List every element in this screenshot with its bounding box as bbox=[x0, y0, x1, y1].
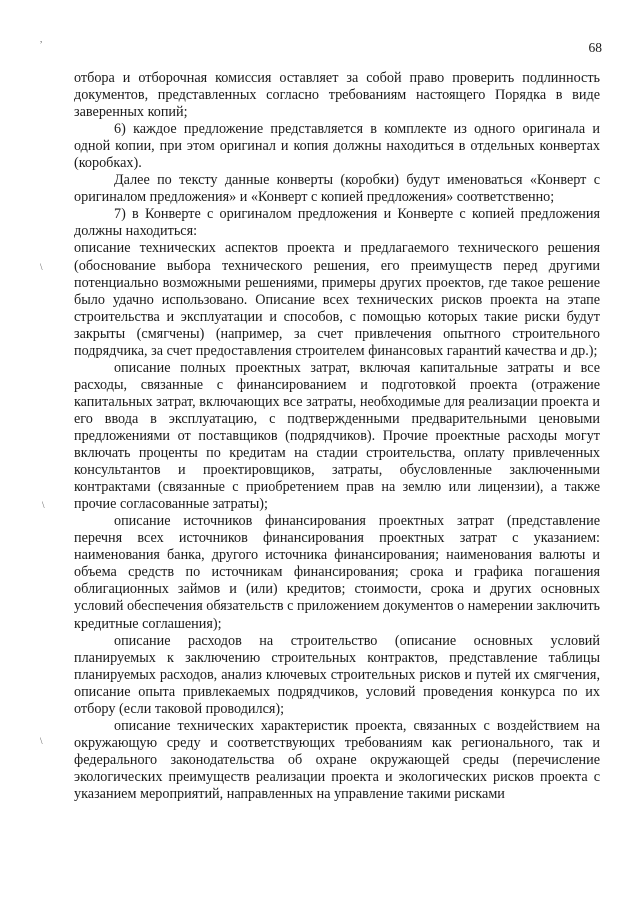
scan-speck: , bbox=[40, 34, 43, 44]
paragraph: описание полных проектных затрат, включая капитальные затраты и все расходы, связанные с финансированием и подготовкой проекта (отражение капитальных затрат, включающих все затраты, необходимые для реализации проекта и его ввода в эксплуатацию, с подтвержденными предварительными ценовыми предложениями от поставщиков (подрядчиков). Прочие проектные расходы могут включать проценты по кредитам на стадии строительства, оплату привлеченных консультантов и проектировщиков, затраты, обусловленные заключенными контрактами (связанные с приобретением прав на землю или лицензии), а также прочие согласованные затраты); bbox=[74, 359, 600, 513]
paragraph: отбора и отборочная комиссия оставляет за собой право проверить подлинность документов, представленных согласно требованиям настоящего Порядка в виде заверенных копий; bbox=[74, 70, 600, 121]
paragraph: описание технических аспектов проекта и предлагаемого технического решения (обоснование выбора технического решения, его преимуществ перед другими потенциально возможными решениями, примеры других проектов, где такое решение было удачно использовано. Описание всех технических рисков проекта на этапе строительства и эксплуатации и способов, с помощью которых такие риски будут закрыты (смягчены) (например, за счет привлечения опытного строительного подрядчика, за счет предоставления строителем финансовых гарантий качества и др.); bbox=[74, 240, 600, 359]
scan-speck: \ bbox=[42, 500, 45, 510]
page-number: 68 bbox=[588, 40, 602, 55]
document-body bbox=[74, 70, 600, 803]
paragraph: Далее по тексту данные конверты (коробки) будут именоваться «Конверт с оригиналом предложения» и «Конверт с копией предложения» соответственно; bbox=[74, 172, 600, 206]
paragraph: 6) каждое предложение представляется в комплекте из одного оригинала и одной копии, при этом оригинал и копия должны находиться в отдельных конвертах (коробках). bbox=[74, 121, 600, 172]
paragraph: 7) в Конверте с оригиналом предложения и Конверте с копией предложения должны находиться: bbox=[74, 206, 600, 240]
paragraph: описание источников финансирования проектных затрат (представление перечня всех источников финансирования проектных затрат с указанием: наименования банка, другого источника финансирования; наименования валюты и объема средств по источникам финансирования; срока и графика погашения облигационных займов и (или) кредитов; стоимости, срока и других основных условий обеспечения обязательств с приложением документов о намерении заключить кредитные соглашения); bbox=[74, 513, 600, 632]
paragraph: описание расходов на строительство (описание основных условий планируемых к заключению строительных контрактов, представление таблицы планируемых расходов, анализ ключевых строительных рисков и путей их смягчения, описание опыта привлекаемых подрядчиков, условий проведения конкурса по их отбору (если таковой проводился); bbox=[74, 632, 600, 717]
scan-speck: \ bbox=[40, 262, 43, 272]
paragraph: описание технических характеристик проекта, связанных с воздействием на окружающую среду и соответствующих требованиям как регионального, так и федерального законодательства об охране окружающей среды (перечисление экологических преимуществ реализации проекта и экологических рисков проекта с указанием мероприятий, направленных на управление такими рисками bbox=[74, 717, 600, 802]
scan-speck: \ bbox=[40, 736, 43, 746]
